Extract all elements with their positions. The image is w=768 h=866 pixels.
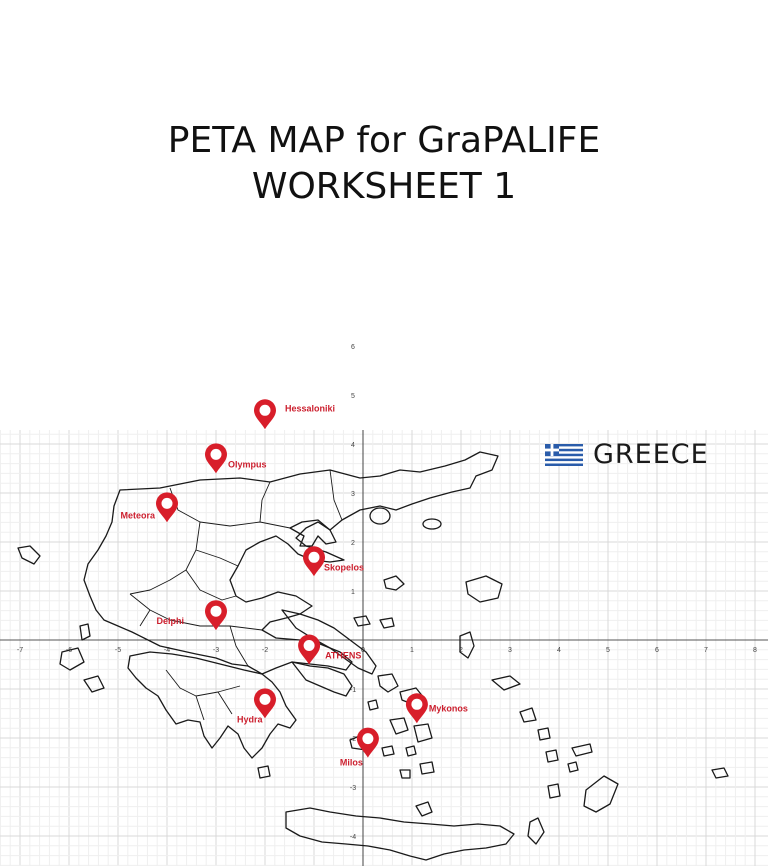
- y-tick-label: -2: [349, 736, 357, 743]
- pin-hole: [260, 694, 271, 705]
- x-tick-label: 5: [606, 647, 610, 654]
- karpathos-island: [528, 818, 544, 844]
- legend-label: GREECE: [593, 439, 709, 470]
- y-tick-label: -1: [349, 687, 357, 694]
- pin-hole: [211, 606, 222, 617]
- place-label: Meteora: [120, 510, 155, 521]
- x-tick-label: 6: [655, 647, 659, 654]
- y-tick-label: 5: [351, 393, 355, 400]
- x-tick-label: -2: [261, 647, 269, 654]
- y-tick-label: -3: [349, 785, 357, 792]
- mainland-north-outline: [84, 452, 498, 674]
- x-tick-label: -5: [114, 647, 122, 654]
- place-label: Delphi: [156, 616, 184, 627]
- place-label: Olympus: [228, 459, 267, 470]
- page-title: [0, 118, 768, 210]
- y-tick-label: 6: [351, 344, 355, 351]
- title-line-1: PETA MAP for GraPALIFE: [167, 120, 601, 161]
- pin-hole: [362, 733, 373, 744]
- y-tick-label: 1: [351, 589, 355, 596]
- x-tick-label: -6: [65, 647, 73, 654]
- santorini-island: [416, 802, 432, 816]
- x-tick-label: 8: [753, 647, 757, 654]
- x-tick-label: 0: [361, 647, 365, 654]
- place-label: Milos: [339, 757, 363, 768]
- x-tick-label: 2: [459, 647, 463, 654]
- x-tick-label: 4: [557, 647, 561, 654]
- greek-flag-icon: [545, 444, 583, 466]
- marker-milos[interactable]: [357, 728, 379, 758]
- legend: [545, 440, 745, 470]
- x-tick-label: -3: [212, 647, 220, 654]
- y-tick-label: 4: [351, 442, 355, 449]
- place-label: Mykonos: [428, 703, 468, 714]
- map-axes: [0, 344, 768, 866]
- place-label: Hydra: [237, 714, 263, 725]
- marker-hessaloniki[interactable]: [254, 399, 276, 429]
- chios-island: [460, 632, 474, 658]
- marker-olympus[interactable]: [205, 443, 227, 473]
- pin-hole: [304, 640, 315, 651]
- y-tick-label: 2: [351, 540, 355, 547]
- evia-outline: [282, 610, 376, 674]
- title-line-2: WORKSHEET 1: [251, 166, 517, 207]
- y-tick-label: -4: [349, 834, 357, 841]
- pin-hole: [411, 699, 422, 710]
- place-label: ATHENS: [325, 650, 362, 661]
- x-tick-label: 1: [410, 647, 414, 654]
- lesvos-island: [466, 576, 502, 602]
- pin-hole: [162, 498, 173, 509]
- greece-map: [0, 344, 768, 866]
- x-tick-label: -4: [163, 647, 171, 654]
- pin-hole: [309, 552, 320, 563]
- marker-meteora[interactable]: [156, 492, 178, 522]
- x-tick-label: 3: [508, 647, 512, 654]
- crete-outline: [286, 808, 514, 860]
- lemnos-island: [384, 576, 404, 590]
- x-tick-label: 7: [704, 647, 708, 654]
- x-tick-label: -7: [16, 647, 24, 654]
- pin-hole: [211, 449, 222, 460]
- y-tick-label: 3: [351, 491, 355, 498]
- kos-island: [572, 744, 592, 756]
- zakynthos-island: [84, 676, 104, 692]
- sporades-islands: [354, 616, 394, 628]
- pin-hole: [260, 405, 271, 416]
- samos-island: [492, 676, 520, 690]
- place-label: Hessaloniki: [285, 403, 336, 414]
- place-label: Skopelos: [324, 562, 365, 573]
